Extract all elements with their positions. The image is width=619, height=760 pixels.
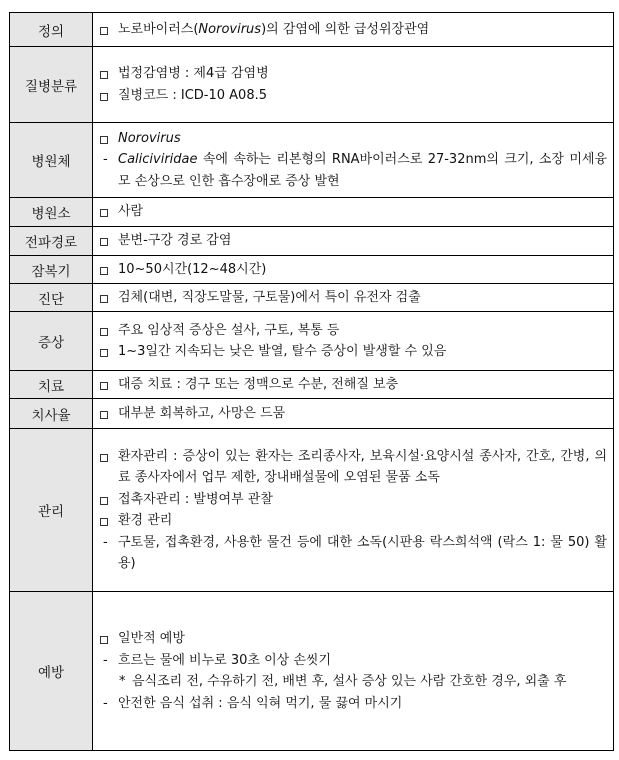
square-bullet-icon bbox=[100, 374, 108, 398]
scientific-name: Norovirus bbox=[118, 130, 181, 146]
list-item bbox=[100, 693, 607, 715]
item-text: 구토물, 접촉환경, 사용한 물건 등에 대한 소독(시판용 락스희석액 (락스 1: 물 50) 활용) bbox=[118, 534, 607, 571]
row-label: 정의 bbox=[10, 13, 93, 47]
square-bullet-icon bbox=[100, 230, 108, 254]
row-symptoms bbox=[10, 312, 614, 371]
row-content bbox=[93, 312, 614, 371]
list-item bbox=[100, 341, 607, 363]
row-content bbox=[93, 123, 614, 198]
item-text: 노로바이러스( bbox=[118, 21, 199, 37]
row-incubation bbox=[10, 256, 614, 284]
item-text: 질병코드 : ICD-10 A08.5 bbox=[118, 87, 268, 103]
row-content bbox=[93, 256, 614, 284]
row-content bbox=[93, 371, 614, 399]
item-text: 주요 임상적 증상은 설사, 구토, 복통 등 bbox=[118, 322, 340, 338]
item-text: 환경 관리 bbox=[118, 513, 173, 528]
list-item bbox=[100, 532, 607, 575]
row-label: 치사율 bbox=[10, 399, 93, 429]
row-content bbox=[93, 592, 614, 751]
item-text: 검체(대변, 직장도말물, 구토물)에서 특이 유전자 검출 bbox=[118, 289, 421, 305]
row-label: 예방 bbox=[10, 592, 93, 751]
item-text: 안전한 음식 섭취 : 음식 익혀 먹기, 물 끓여 마시기 bbox=[118, 695, 403, 711]
list-item bbox=[100, 446, 607, 489]
item-text: 환자관리 : 증상이 있는 환자는 조리종사자, 보육시설·요양시설 종사자, 간호, 간병, 의료 종사자에서 업무 제한, 장내배설물에 오염된 물품 소독 bbox=[118, 448, 607, 485]
square-bullet-icon bbox=[100, 628, 108, 652]
list-item bbox=[100, 85, 607, 107]
list-item bbox=[100, 201, 607, 223]
row-content bbox=[93, 429, 614, 592]
list-item bbox=[100, 510, 607, 532]
row-content bbox=[93, 13, 614, 47]
asterisk-bullet-icon: * bbox=[119, 674, 126, 689]
row-treatment bbox=[10, 371, 614, 399]
row-management bbox=[10, 429, 614, 592]
dash-bullet-icon: - bbox=[103, 534, 108, 550]
row-fatality bbox=[10, 399, 614, 429]
row-label: 전파경로 bbox=[10, 227, 93, 256]
list-item bbox=[100, 320, 607, 342]
row-content bbox=[93, 399, 614, 429]
list-item bbox=[100, 650, 607, 672]
item-text: 법정감염병 : 제4급 감염병 bbox=[118, 66, 269, 81]
list-item bbox=[100, 671, 607, 693]
item-text: 대증 치료 : 경구 또는 정맥으로 수분, 전해질 보충 bbox=[118, 376, 399, 392]
square-bullet-icon bbox=[100, 446, 108, 470]
list-item bbox=[100, 628, 607, 650]
dash-bullet-icon: - bbox=[103, 152, 108, 168]
scientific-name: Norovirus bbox=[198, 21, 262, 37]
list-item bbox=[100, 230, 607, 252]
row-content bbox=[93, 284, 614, 312]
square-bullet-icon bbox=[100, 63, 108, 87]
item-text: 음식조리 전, 수유하기 전, 배변 후, 설사 증상 있는 사람 간호한 경우, 외출 후 bbox=[132, 674, 567, 689]
item-text: 대부분 회복하고, 사망은 드뭄 bbox=[118, 405, 286, 421]
list-item bbox=[100, 19, 607, 41]
item-text: 속에 속하는 리본형의 RNA바이러스로 27-32nm의 크기, 소장 미세융모 손상으로 인한 흡수장애로 증상 발현 bbox=[118, 152, 607, 189]
list-item bbox=[100, 489, 607, 511]
square-bullet-icon bbox=[100, 85, 108, 109]
row-classification bbox=[10, 47, 614, 123]
square-bullet-icon bbox=[100, 259, 108, 283]
dash-bullet-icon: - bbox=[103, 695, 108, 711]
row-pathogen bbox=[10, 123, 614, 198]
row-label: 치료 bbox=[10, 371, 93, 399]
square-bullet-icon bbox=[100, 128, 108, 152]
item-text: 10~50시간(12~48시간) bbox=[118, 261, 267, 277]
item-text: 분변-구강 경로 감염 bbox=[118, 233, 232, 249]
list-item bbox=[100, 287, 607, 309]
list-item bbox=[100, 374, 607, 396]
row-label: 관리 bbox=[10, 429, 93, 592]
square-bullet-icon bbox=[100, 403, 108, 427]
item-text: 접촉자관리 : 발병여부 관찰 bbox=[118, 491, 273, 507]
row-label: 병원소 bbox=[10, 198, 93, 227]
item-text: 사람 bbox=[118, 204, 144, 220]
list-item bbox=[100, 63, 607, 85]
row-diagnosis bbox=[10, 284, 614, 312]
dash-bullet-icon: - bbox=[103, 652, 108, 668]
row-label: 질병분류 bbox=[10, 47, 93, 123]
scientific-name: Caliciviridae bbox=[118, 152, 198, 168]
row-prevention bbox=[10, 592, 614, 751]
list-item bbox=[100, 149, 607, 192]
square-bullet-icon bbox=[100, 510, 108, 534]
item-text: 1~3일간 지속되는 낮은 발열, 탈수 증상이 발생할 수 있음 bbox=[118, 344, 447, 359]
row-label: 진단 bbox=[10, 284, 93, 312]
row-transmission bbox=[10, 227, 614, 256]
item-text: )의 감염에 의한 급성위장관염 bbox=[261, 21, 430, 37]
item-text: 일반적 예방 bbox=[118, 631, 185, 646]
list-item bbox=[100, 259, 607, 281]
square-bullet-icon bbox=[100, 341, 108, 365]
square-bullet-icon bbox=[100, 320, 108, 344]
row-label: 잠복기 bbox=[10, 256, 93, 284]
row-label: 증상 bbox=[10, 312, 93, 371]
row-definition bbox=[10, 13, 614, 47]
square-bullet-icon bbox=[100, 489, 108, 513]
row-label: 병원체 bbox=[10, 123, 93, 198]
square-bullet-icon bbox=[100, 19, 108, 43]
row-content bbox=[93, 227, 614, 256]
square-bullet-icon bbox=[100, 287, 108, 311]
list-item bbox=[100, 403, 607, 425]
square-bullet-icon bbox=[100, 201, 108, 225]
row-reservoir bbox=[10, 198, 614, 227]
item-text: 흐르는 물에 비누로 30초 이상 손씻기 bbox=[118, 652, 332, 668]
norovirus-info-table bbox=[9, 12, 614, 751]
row-content bbox=[93, 198, 614, 227]
row-content bbox=[93, 47, 614, 123]
list-item bbox=[100, 128, 607, 150]
